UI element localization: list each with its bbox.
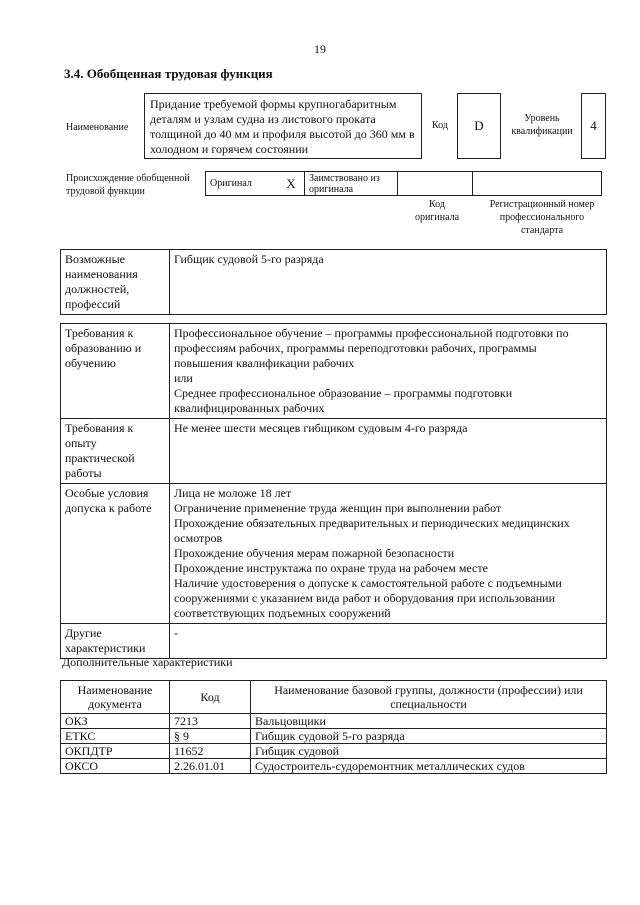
label-line: характеристики (65, 641, 146, 655)
table-cell: ОКЗ (61, 714, 170, 729)
function-name-box: Придание требуемой формы крупногабаритным деталям и узлам судна из листового проката толщиной до 40 мм и профиля высотой до 360 мм в холодном и горячем состоянии (144, 93, 422, 159)
table-cell: § 9 (170, 729, 251, 744)
column-header: Наименование базовой группы, должности (профессии) или специальности (251, 681, 607, 714)
original-label: Оригинал (206, 172, 279, 196)
label-line: работы (65, 466, 102, 480)
level-label-line: квалификации (511, 126, 573, 137)
table-header-row (61, 681, 607, 714)
requirement-value (170, 624, 607, 659)
table-cell: ОКСО (61, 759, 170, 774)
table-cell: ОКПДТР (61, 744, 170, 759)
label-line: Возможные (65, 252, 125, 266)
requirement-label (61, 419, 170, 484)
text-line: Прохождение инструктажа по охране труда на рабочем месте (174, 561, 488, 575)
text-line: Не менее шести месяцев гибщиком судовым 4-го разряда (174, 421, 468, 435)
borrowed-label-line: оригинала (309, 183, 354, 195)
additional-table (60, 680, 607, 774)
code-original-cell (398, 172, 473, 196)
table-cell: ЕТКС (61, 729, 170, 744)
level-label-line: Уровень (524, 113, 560, 124)
label-line: образованию и (65, 341, 142, 355)
requirement-value (170, 324, 607, 419)
table-row (61, 729, 607, 744)
text-line: Профессиональное обучение – программы профессиональной подготовки по (174, 326, 569, 340)
table-cell: 2.26.01.01 (170, 759, 251, 774)
positions-label (61, 250, 170, 315)
text-line: Наличие удостоверения о допуске к самостоятельной работе с подъемными (174, 576, 562, 590)
table-row (61, 744, 607, 759)
caption-line: Код (429, 199, 445, 210)
origin-label-line: трудовой функции (66, 186, 145, 197)
reg-number-cell (473, 172, 602, 196)
table-cell: Вальцовщики (251, 714, 607, 729)
requirement-label (61, 624, 170, 659)
label-line: должностей, (65, 282, 130, 296)
borrowed-label (305, 172, 398, 196)
text-line: соответствующих подъемных сооружений (174, 606, 391, 620)
caption-line: Регистрационный номер (489, 199, 595, 210)
origin-table (205, 171, 602, 196)
requirement-label (61, 484, 170, 624)
positions-table (60, 249, 607, 315)
borrowed-label-line: Заимствовано из (309, 172, 380, 184)
text-line: квалифицированных рабочих (174, 401, 325, 415)
table-cell: Судостроитель-судоремонтник металлических судов (251, 759, 607, 774)
caption-line: стандарта (520, 225, 564, 236)
label-line: Другие (65, 626, 102, 640)
requirement-row-experience (61, 419, 607, 484)
table-cell: 7213 (170, 714, 251, 729)
requirement-row-other (61, 624, 607, 659)
requirement-row-education (61, 324, 607, 419)
table-cell: Гибщик судовой 5-го разряда (251, 729, 607, 744)
label-line: допуска к работе (65, 501, 152, 515)
text-line: Прохождение обязательных предварительных и периодических медицинских (174, 516, 570, 530)
text-line: Прохождение обучения мерам пожарной безопасности (174, 546, 455, 560)
caption-line: оригинала (414, 212, 460, 223)
origin-label (66, 172, 190, 198)
text-line: Лица не моложе 18 лет (174, 486, 292, 500)
requirement-value (170, 419, 607, 484)
text-line: сооружениями с указанием вида работ и оборудования при использовании (174, 591, 556, 605)
text-line: Среднее профессиональное образование – программы подготовки (174, 386, 513, 400)
code-label: Код (432, 120, 448, 131)
column-header: Код (170, 681, 251, 714)
reg-number-caption (477, 198, 607, 237)
section-title: 3.4. Обобщенная трудовая функция (64, 66, 273, 81)
code-original-caption (404, 198, 470, 224)
positions-value: Гибщик судовой 5-го разряда (170, 250, 607, 315)
label-line: Требования к (65, 326, 134, 340)
original-mark: X (278, 172, 305, 196)
level-value-box: 4 (581, 93, 606, 159)
label-line: профессий (65, 297, 121, 311)
table-cell: Гибщик судовой (251, 744, 607, 759)
label-line: Требования к (65, 421, 134, 435)
text-line: осмотров (174, 531, 223, 545)
page-number: 19 (314, 42, 326, 56)
name-label: Наименование (66, 122, 129, 133)
caption-line: профессионального (499, 212, 585, 223)
requirement-value (170, 484, 607, 624)
origin-label-line: Происхождение обобщенной (66, 173, 190, 184)
table-row (61, 759, 607, 774)
table-row (61, 714, 607, 729)
level-label (506, 112, 578, 138)
column-header: Наименование документа (61, 681, 170, 714)
label-line: Особые условия (65, 486, 149, 500)
text-line: или (174, 371, 193, 385)
text-line: Ограничение применение труда женщин при выполнении работ (174, 501, 502, 515)
table-cell: 11652 (170, 744, 251, 759)
label-line: практической (65, 451, 135, 465)
label-line: обучению (65, 356, 116, 370)
label-line: опыту (65, 436, 97, 450)
requirement-label (61, 324, 170, 419)
requirement-row-conditions (61, 484, 607, 624)
text-line: - (174, 626, 178, 640)
text-line: профессиям рабочих, программы переподготовки рабочих, программы (174, 341, 537, 355)
additional-title: Дополнительные характеристики (62, 655, 233, 669)
label-line: наименования (65, 267, 138, 281)
text-line: повышения квалификации рабочих (174, 356, 355, 370)
code-value-box: D (457, 93, 501, 159)
requirements-table (60, 323, 607, 659)
